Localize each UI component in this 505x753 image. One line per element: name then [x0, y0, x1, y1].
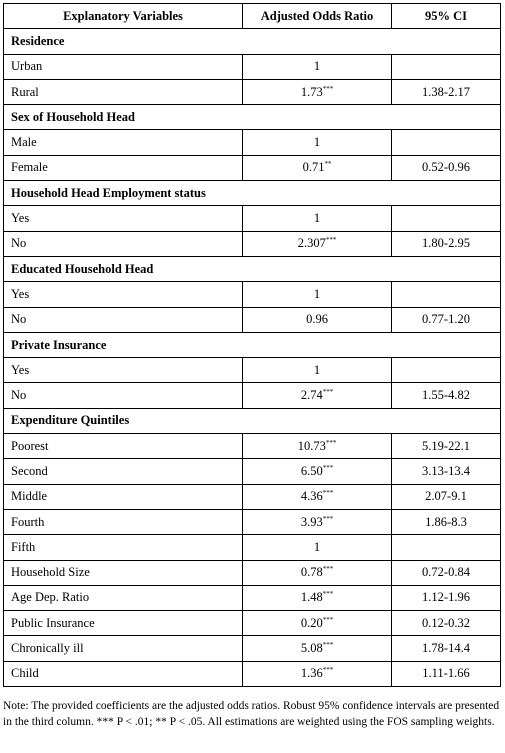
- table-body: [4, 29, 501, 687]
- confidence-interval-cell: 1.80-2.95: [392, 231, 501, 256]
- variable-label: Yes: [4, 206, 243, 231]
- section-label: Household Head Employment status: [4, 181, 501, 206]
- table-row: [4, 459, 501, 484]
- variable-label: Second: [4, 459, 243, 484]
- table-row: [4, 155, 501, 180]
- odds-ratio-value: 1: [313, 135, 321, 150]
- variable-label: Age Dep. Ratio: [4, 585, 243, 610]
- odds-ratio-cell: [243, 585, 392, 610]
- odds-ratio-value: 1: [313, 539, 321, 554]
- section-row: [4, 256, 501, 281]
- section-row: [4, 408, 501, 433]
- confidence-interval-cell: [392, 358, 501, 383]
- odds-ratio-cell: [243, 282, 392, 307]
- significance-marker: ***: [322, 565, 334, 574]
- significance-marker: ***: [322, 84, 334, 93]
- variable-label: Household Size: [4, 560, 243, 585]
- odds-ratio-value: 10.73: [297, 438, 326, 453]
- confidence-interval-cell: 3.13-13.4: [392, 459, 501, 484]
- confidence-interval-cell: 1.55-4.82: [392, 383, 501, 408]
- odds-ratio-cell: [243, 636, 392, 661]
- significance-marker: ***: [322, 641, 334, 650]
- header-explanatory-variables: Explanatory Variables: [4, 4, 243, 29]
- section-label: Educated Household Head: [4, 256, 501, 281]
- confidence-interval-cell: 0.12-0.32: [392, 611, 501, 636]
- confidence-interval-cell: 0.77-1.20: [392, 307, 501, 332]
- odds-ratio-value: 2.307: [297, 236, 326, 251]
- significance-marker: ***: [322, 388, 334, 397]
- odds-ratio-value: 1.48: [300, 590, 323, 605]
- confidence-interval-cell: [392, 206, 501, 231]
- confidence-interval-cell: 0.52-0.96: [392, 155, 501, 180]
- table-row: [4, 535, 501, 560]
- significance-marker: **: [324, 160, 332, 169]
- confidence-interval-cell: [392, 54, 501, 79]
- confidence-interval-cell: 2.07-9.1: [392, 484, 501, 509]
- odds-ratio-cell: [243, 54, 392, 79]
- table-row: [4, 282, 501, 307]
- table-row: [4, 307, 501, 332]
- variable-label: Yes: [4, 282, 243, 307]
- odds-ratio-value: 5.08: [300, 641, 323, 656]
- significance-marker: ***: [322, 514, 334, 523]
- section-row: [4, 105, 501, 130]
- odds-ratio-value: 0.78: [300, 565, 323, 580]
- odds-ratio-cell: [243, 535, 392, 560]
- section-row: [4, 332, 501, 357]
- table-row: [4, 79, 501, 104]
- variable-label: Fifth: [4, 535, 243, 560]
- odds-ratio-cell: [243, 509, 392, 534]
- significance-marker: ***: [322, 463, 334, 472]
- odds-ratio-value: 0.96: [306, 312, 328, 327]
- confidence-interval-cell: 0.72-0.84: [392, 560, 501, 585]
- odds-ratio-cell: [243, 79, 392, 104]
- section-label: Sex of Household Head: [4, 105, 501, 130]
- odds-ratio-value: 0.71: [302, 160, 325, 175]
- table-row: [4, 130, 501, 155]
- odds-ratio-value: 1: [313, 362, 321, 377]
- significance-marker: ***: [325, 438, 337, 447]
- section-row: [4, 29, 501, 54]
- table-header-row: [4, 4, 501, 29]
- odds-ratio-value: 0.20: [300, 615, 323, 630]
- odds-ratio-cell: [243, 155, 392, 180]
- section-row: [4, 181, 501, 206]
- header-95-ci: 95% CI: [392, 4, 501, 29]
- variable-label: Poorest: [4, 434, 243, 459]
- variable-label: Male: [4, 130, 243, 155]
- section-label: Private Insurance: [4, 332, 501, 357]
- odds-ratio-value: 1: [313, 211, 321, 226]
- confidence-interval-cell: [392, 282, 501, 307]
- odds-ratio-cell: [243, 484, 392, 509]
- table-row: [4, 231, 501, 256]
- odds-ratio-cell: [243, 206, 392, 231]
- odds-ratio-value: 1: [313, 59, 321, 74]
- odds-ratio-value: 3.93: [300, 514, 323, 529]
- significance-marker: ***: [322, 666, 334, 675]
- confidence-interval-cell: 1.38-2.17: [392, 79, 501, 104]
- table-row: [4, 358, 501, 383]
- significance-marker: ***: [322, 615, 334, 624]
- odds-ratio-value: 1: [313, 286, 321, 301]
- confidence-interval-cell: [392, 130, 501, 155]
- variable-label: No: [4, 383, 243, 408]
- confidence-interval-cell: 1.11-1.66: [392, 661, 501, 686]
- table-row: [4, 509, 501, 534]
- odds-ratio-value: 1.73: [300, 84, 323, 99]
- table-row: [4, 636, 501, 661]
- variable-label: Female: [4, 155, 243, 180]
- odds-ratio-cell: [243, 661, 392, 686]
- variable-label: Yes: [4, 358, 243, 383]
- odds-ratio-cell: [243, 358, 392, 383]
- table-row: [4, 484, 501, 509]
- odds-ratio-value: 1.36: [300, 666, 323, 681]
- odds-ratio-cell: [243, 130, 392, 155]
- table-row: [4, 560, 501, 585]
- odds-ratio-cell: [243, 459, 392, 484]
- confidence-interval-cell: [392, 535, 501, 560]
- significance-marker: ***: [325, 236, 337, 245]
- table-row: [4, 434, 501, 459]
- odds-ratio-cell: [243, 307, 392, 332]
- odds-ratio-cell: [243, 560, 392, 585]
- variable-label: Child: [4, 661, 243, 686]
- variable-label: No: [4, 231, 243, 256]
- section-label: Residence: [4, 29, 501, 54]
- table-row: [4, 383, 501, 408]
- variable-label: Rural: [4, 79, 243, 104]
- odds-ratio-cell: [243, 383, 392, 408]
- variable-label: Public Insurance: [4, 611, 243, 636]
- variable-label: Urban: [4, 54, 243, 79]
- confidence-interval-cell: 5.19-22.1: [392, 434, 501, 459]
- odds-ratio-value: 4.36: [300, 489, 323, 504]
- odds-ratio-value: 2.74: [300, 388, 323, 403]
- variable-label: No: [4, 307, 243, 332]
- significance-marker: ***: [322, 590, 334, 599]
- table-row: [4, 611, 501, 636]
- section-label: Expenditure Quintiles: [4, 408, 501, 433]
- variable-label: Fourth: [4, 509, 243, 534]
- table-row: [4, 661, 501, 686]
- table-row: [4, 585, 501, 610]
- odds-ratio-table: [3, 3, 501, 687]
- confidence-interval-cell: 1.86-8.3: [392, 509, 501, 534]
- table-row: [4, 206, 501, 231]
- odds-ratio-cell: [243, 231, 392, 256]
- confidence-interval-cell: 1.12-1.96: [392, 585, 501, 610]
- table-note: Note: The provided coefficients are the adjusted odds ratios. Robust 95% confidence intervals are presented in the third column. *** P < .01; ** P < .05. All estimations are weighted using the FOS sampling weights.: [3, 700, 500, 728]
- odds-ratio-cell: [243, 611, 392, 636]
- variable-label: Chronically ill: [4, 636, 243, 661]
- confidence-interval-cell: 1.78-14.4: [392, 636, 501, 661]
- significance-marker: ***: [322, 489, 334, 498]
- odds-ratio-cell: [243, 434, 392, 459]
- table-row: [4, 54, 501, 79]
- variable-label: Middle: [4, 484, 243, 509]
- odds-ratio-value: 6.50: [300, 463, 323, 478]
- header-adjusted-odds-ratio: Adjusted Odds Ratio: [243, 4, 392, 29]
